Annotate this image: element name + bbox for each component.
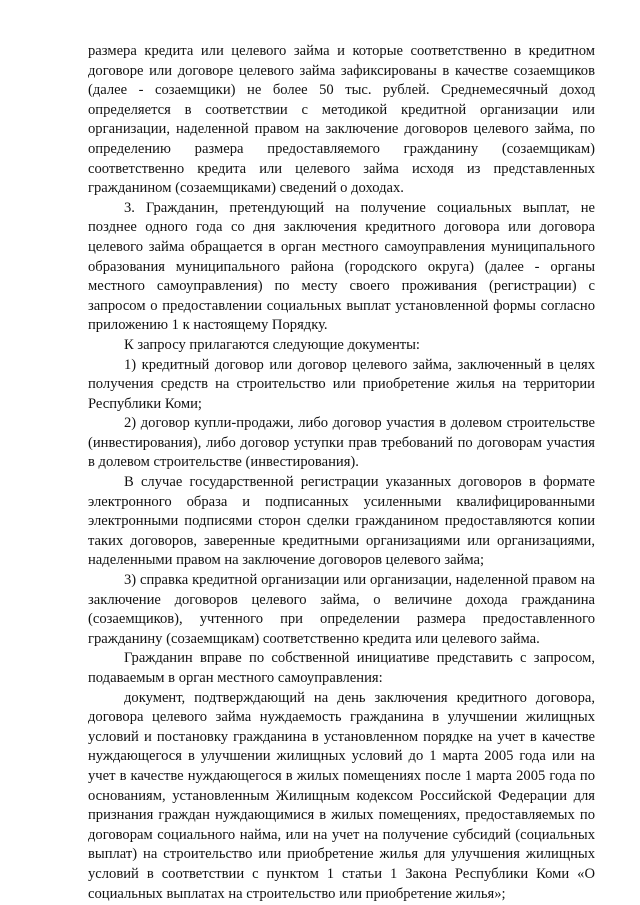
paragraph-7: 3) справка кредитной организации или организации, наделенной правом на заключение договоров целевого займа, о величине дохода гражданина (созаемщиков), учтенного при определении размера предоставленного гражданину (созаемщикам) соответственно кредита или целевого займа. — [88, 572, 595, 647]
paragraph-5: 2) договор купли-продажи, либо договор участия в долевом строительстве (инвестирования), либо договор уступки прав требований по договорам участия в долевом строительстве (инвестирования). — [88, 415, 595, 471]
paragraph-9: документ, подтверждающий на день заключения кредитного договора, договора целевого займа нуждаемость гражданина в улучшении жилищных условий и постановку гражданина в установленном порядке на учет в качестве нуждающегося в улучшении жилищных условий до 1 марта 2005 года или на учет в качестве нуждающегося в жилых помещениях после 1 марта 2005 года по основаниям, установленным Жилищным кодексом Российской Федерации для признания граждан нуждающимися в жилых помещениях, предоставляемых по договорам социального найма, или на учет на получение субсидий (социальных выплат) на строительство или приобретение жилья для улучшения жилищных условий в соответствии с пунктом 1 статьи 1 Закона Республики Коми «О социальных выплатах на строительство или приобретение жилья»; — [88, 689, 595, 902]
paragraph-3: К запросу прилагаются следующие документы: — [124, 336, 420, 353]
paragraph-4: 1) кредитный договор или договор целевого займа, заключенный в целях получения средств на строительство или приобретение жилья на территории Республики Коми; — [88, 356, 595, 412]
document-page — [88, 42, 595, 904]
paragraph-6: В случае государственной регистрации указанных договоров в формате электронного образа и подписанных усиленными квалифицированными электронными подписями сторон сделки гражданином предоставляются копии таких договоров, заверенные кредитными организациями или организациями, наделенными правом на заключение договоров целевого займа; — [88, 474, 595, 569]
paragraph-8: Гражданин вправе по собственной инициативе представить с запросом, подаваемым в орган местного самоуправления: — [88, 650, 595, 686]
paragraph-2: 3. Гражданин, претендующий на получение социальных выплат, не позднее одного года со дня заключения кредитного договора или договора целевого займа обращается в орган местного самоуправления муниципального образования муниципального района (городского округа) (далее - органы местного самоуправления) по месту своего проживания (регистрации) с запросом о предоставлении социальных выплат установленной формы согласно приложению 1 к настоящему Порядку. — [88, 199, 595, 334]
paragraph-1: размера кредита или целевого займа и которые соответственно в кредитном договоре или договоре целевого займа зафиксированы в качестве созаемщиков (далее - созаемщики) не более 50 тыс. рублей. Среднемесячный доход определяется в соответствии с методикой кредитной организации или организации, наделенной правом на заключение договоров целевого займа, по определению размера предоставляемого гражданину (созаемщикам) соответственно кредита или целевого займа исходя из представленных гражданином (созаемщиками) сведений о доходах. — [88, 43, 595, 197]
